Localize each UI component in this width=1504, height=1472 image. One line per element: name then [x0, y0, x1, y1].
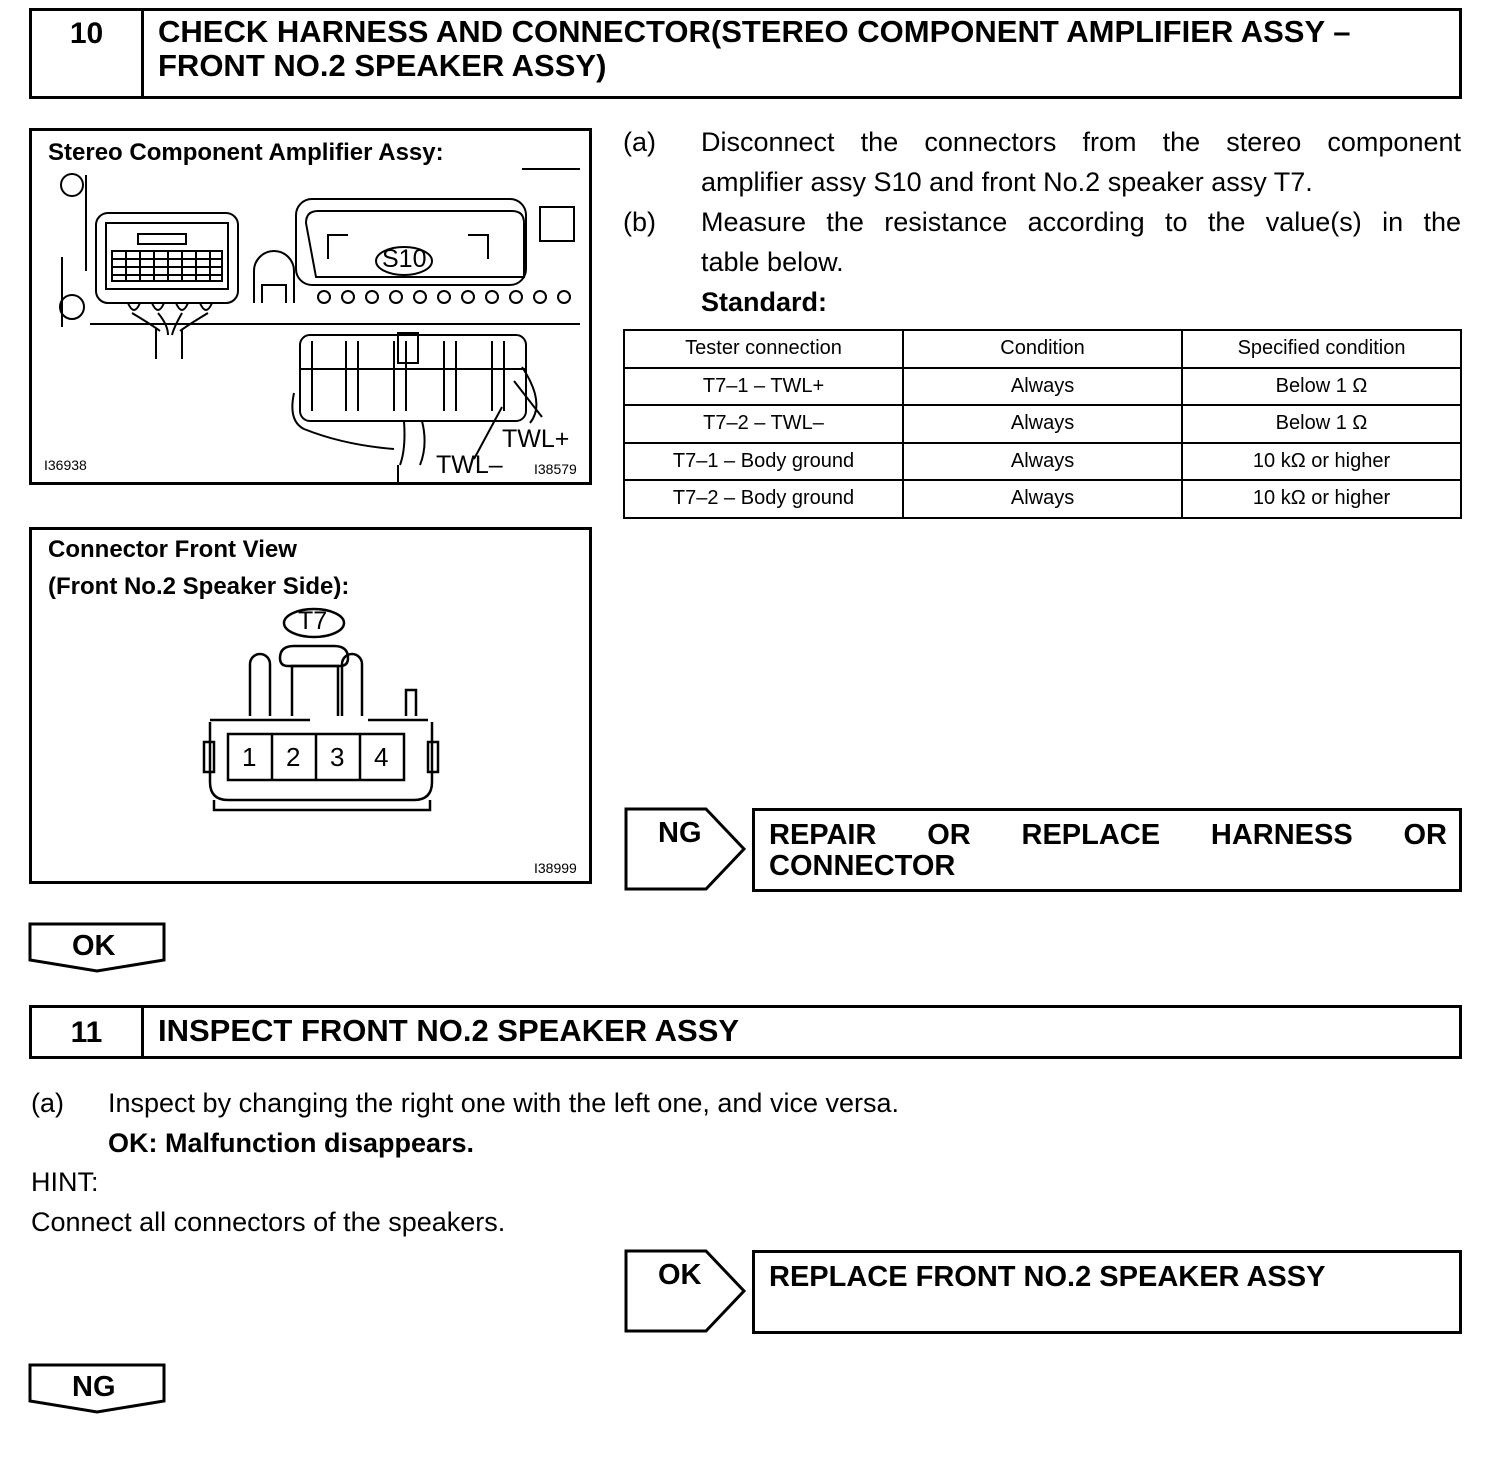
- table-cell: T7–1 – TWL+: [624, 368, 903, 406]
- table-row: [624, 405, 1461, 443]
- table-cell: Always: [903, 443, 1182, 481]
- instruction-a-line1: Disconnect the connectors from the stereo component: [701, 127, 1461, 157]
- amplifier-figure: [29, 128, 592, 485]
- step-10-title-line2: FRONT NO.2 SPEAKER ASSY): [158, 48, 607, 83]
- ng-result-word: HARNESS: [1210, 819, 1353, 851]
- hint-text: Connect all connectors of the speakers.: [31, 1207, 506, 1237]
- connector-pin-1: 1: [242, 742, 257, 772]
- step-10-title-line1: CHECK HARNESS AND CONNECTOR(STEREO COMPONENT AMPLIFIER ASSY –: [158, 14, 1351, 49]
- connector-pin-2: 2: [286, 742, 301, 772]
- amplifier-figure-title: Stereo Component Amplifier Assy:: [48, 139, 444, 166]
- instruction-b-line2: table below.: [701, 247, 844, 277]
- step-10-header: [29, 8, 1462, 99]
- step-11-instruction: Inspect by changing the right one with the left one, and vice versa.: [108, 1088, 899, 1118]
- twl-minus-label: TWL–: [436, 451, 503, 479]
- table-cell: T7–1 – Body ground: [624, 443, 903, 481]
- connector-figure-code: I38999: [534, 860, 577, 876]
- table-cell: Always: [903, 368, 1182, 406]
- connector-pin-3: 3: [330, 742, 345, 772]
- ok-tag-label: OK: [658, 1259, 702, 1291]
- connector-pin-4: 4: [374, 742, 389, 772]
- table-header-cell: Tester connection: [624, 330, 903, 368]
- table-cell: 10 kΩ or higher: [1182, 480, 1461, 518]
- table-header-cell: Condition: [903, 330, 1182, 368]
- ng-result-line2: CONNECTOR: [769, 850, 956, 882]
- step-11-number: 11: [32, 1008, 144, 1056]
- speaker-connector-label: T7: [298, 607, 328, 635]
- instruction-a-line2: amplifier assy S10 and front No.2 speaker assy T7.: [701, 167, 1313, 197]
- step-11-ok-criteria: OK: Malfunction disappears.: [108, 1128, 475, 1158]
- amplifier-connector-label: S10: [382, 245, 427, 273]
- table-cell: Always: [903, 480, 1182, 518]
- step-11-header: [29, 1005, 1462, 1059]
- connector-front-view-figure: [29, 527, 592, 884]
- connector-figure-title-line1: Connector Front View: [48, 536, 297, 563]
- table-row: [624, 480, 1461, 518]
- ng-result-word: OR: [927, 819, 971, 851]
- table-header-row: [624, 330, 1461, 368]
- table-row: [624, 368, 1461, 406]
- ng-flow-label: NG: [72, 1371, 116, 1403]
- step-11-marker: (a): [31, 1088, 64, 1118]
- spec-table: [623, 329, 1462, 519]
- table-cell: 10 kΩ or higher: [1182, 443, 1461, 481]
- figure-code-right: I38579: [534, 461, 577, 477]
- instruction-b-line1: Measure the resistance according to the value(s) in the: [701, 207, 1461, 237]
- table-row: [624, 443, 1461, 481]
- step-10-number: 10: [32, 11, 144, 96]
- hint-label: HINT:: [31, 1167, 99, 1197]
- table-cell: T7–2 – Body ground: [624, 480, 903, 518]
- ok-result-box: [752, 1250, 1462, 1334]
- table-cell: Always: [903, 405, 1182, 443]
- instruction-a-marker: (a): [623, 127, 656, 157]
- ok-flow-label: OK: [72, 930, 116, 962]
- ng-result-line1: [769, 819, 1447, 851]
- twl-plus-label: TWL+: [502, 425, 570, 453]
- ng-result-word: REPAIR: [769, 819, 877, 851]
- connector-figure-title-line2: (Front No.2 Speaker Side):: [48, 573, 350, 600]
- ng-result-word: REPLACE: [1021, 819, 1161, 851]
- ng-tag-label: NG: [658, 817, 702, 849]
- figure-code-left: I36938: [44, 457, 87, 473]
- speaker-connector-drawing: [32, 530, 589, 881]
- table-header-cell: Specified condition: [1182, 330, 1461, 368]
- table-cell: T7–2 – TWL–: [624, 405, 903, 443]
- ng-result-word: OR: [1403, 819, 1447, 851]
- ok-result-text: REPLACE FRONT NO.2 SPEAKER ASSY: [769, 1261, 1326, 1293]
- instruction-b-marker: (b): [623, 207, 656, 237]
- standard-label: Standard:: [701, 287, 828, 317]
- ng-result-box: [752, 808, 1462, 892]
- table-cell: Below 1 Ω: [1182, 405, 1461, 443]
- step-10-title: [158, 15, 1449, 83]
- step-11-title: INSPECT FRONT NO.2 SPEAKER ASSY: [158, 1013, 740, 1048]
- table-cell: Below 1 Ω: [1182, 368, 1461, 406]
